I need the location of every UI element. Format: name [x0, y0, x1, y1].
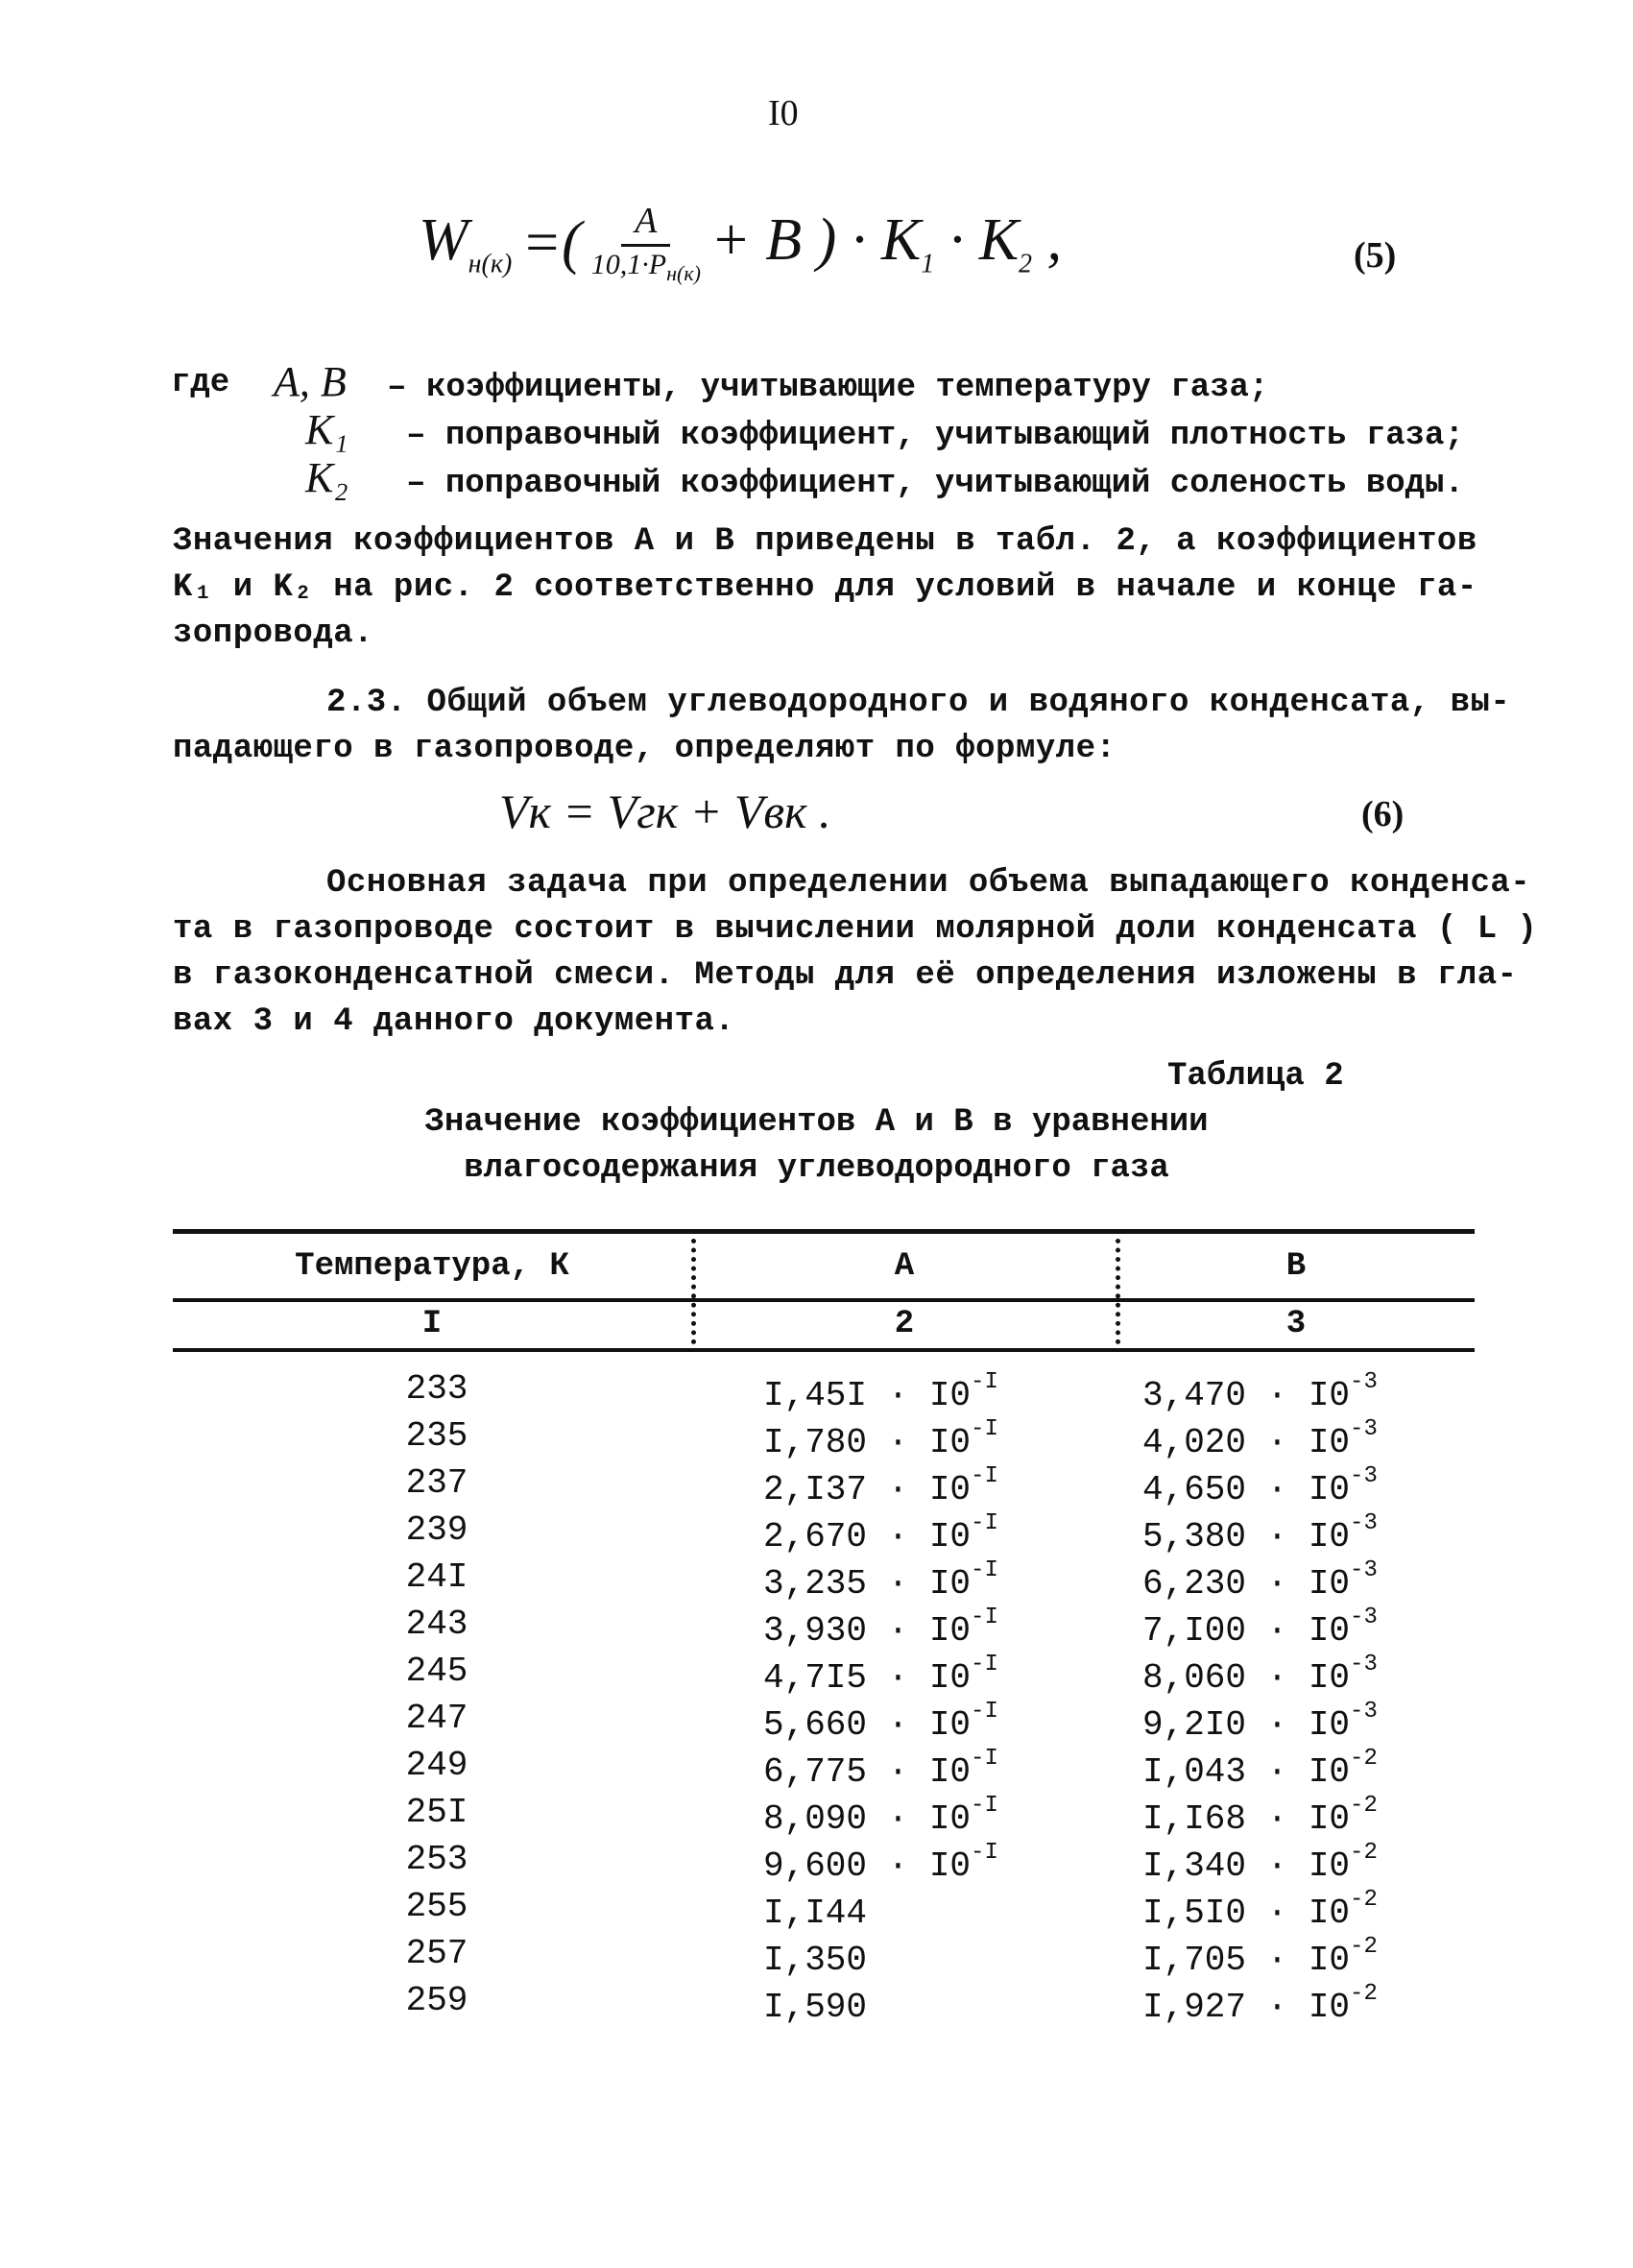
- text-line: зопровода.: [173, 615, 374, 652]
- table-top-rule: [173, 1229, 1475, 1234]
- cell-temperature: 257: [405, 1934, 468, 1973]
- where-row-3: [305, 453, 1464, 502]
- where-text: – поправочный коэффициент, учитывающий плотность газа;: [406, 418, 1464, 454]
- cell-b: $9,2I0 \cdot I0^{-3}$: [1142, 1699, 1378, 1745]
- where-symbol: K₁: [305, 406, 348, 453]
- cell-b: $I,5I0 \cdot I0^{-2}$: [1142, 1887, 1378, 1933]
- formula-6: Vк = Vгк + Vвк .: [499, 784, 831, 838]
- where-row-1: [274, 357, 1268, 406]
- cell-a: $I,780 \cdot I0^{-I}$: [763, 1416, 998, 1462]
- table-row: [0, 1510, 1633, 1556]
- table-row: [0, 1369, 1633, 1415]
- table-row: [0, 1699, 1633, 1745]
- table-row: [0, 1463, 1633, 1509]
- cell-temperature: 237: [405, 1463, 468, 1503]
- text-line: вах 3 и 4 данного документа.: [173, 1003, 735, 1040]
- cell-b: $I,705 \cdot I0^{-2}$: [1142, 1934, 1378, 1980]
- where-intro: где: [171, 365, 230, 401]
- header-temperature: Температура, К: [295, 1248, 569, 1285]
- cell-b: $I,043 \cdot I0^{-2}$: [1142, 1746, 1378, 1792]
- equals-sign: =(: [521, 209, 582, 276]
- cell-b: $I,340 \cdot I0^{-2}$: [1142, 1840, 1378, 1886]
- table-row: [0, 1557, 1633, 1604]
- equation-number-6: (6): [1361, 794, 1405, 834]
- cell-temperature: 25I: [405, 1793, 468, 1832]
- cell-a: $I,45I \cdot I0^{-I}$: [763, 1369, 998, 1415]
- text-line: Основная задача при определении объема выпадающего конденса-: [326, 865, 1531, 902]
- cell-a: I,I44: [763, 1894, 868, 1933]
- cell-a: I,590: [763, 1988, 868, 2027]
- text-line: в газоконденсатной смеси. Методы для её определения изложены в гла-: [173, 957, 1518, 994]
- column-number-2: 2: [894, 1306, 915, 1342]
- paragraph-main-task: [173, 860, 1537, 1045]
- page-number: I0: [768, 93, 799, 133]
- where-text: – поправочный коэффициент, учитывающий соленость воды.: [406, 466, 1464, 502]
- where-row-2: [305, 405, 1464, 454]
- cell-b: $8,060 \cdot I0^{-3}$: [1142, 1652, 1378, 1698]
- cell-a: I,350: [763, 1941, 868, 1980]
- cell-a: $5,660 \cdot I0^{-I}$: [763, 1699, 998, 1745]
- formula-5: [419, 202, 1062, 285]
- column-number-1: I: [421, 1306, 443, 1342]
- table-row: [0, 1746, 1633, 1792]
- cell-a: $2,I37 \cdot I0^{-I}$: [763, 1463, 998, 1509]
- column-separator: [691, 1239, 696, 1344]
- formula-rest: + B ) · $K_1 \cdot K_2$ ,: [709, 207, 1063, 279]
- table-row: [0, 1793, 1633, 1839]
- table-row: [0, 1604, 1633, 1651]
- cell-b: $4,650 \cdot I0^{-3}$: [1142, 1463, 1378, 1509]
- equation-number-5: (5): [1354, 235, 1397, 276]
- cell-temperature: 239: [405, 1510, 468, 1550]
- cell-temperature: 247: [405, 1699, 468, 1738]
- cell-b: $3,470 \cdot I0^{-3}$: [1142, 1369, 1378, 1415]
- paragraph-coefficients: [173, 519, 1477, 657]
- table-row: [0, 1416, 1633, 1462]
- column-number-3: 3: [1285, 1306, 1307, 1342]
- cell-a: $8,090 \cdot I0^{-I}$: [763, 1793, 998, 1839]
- cell-a: $4,7I5 \cdot I0^{-I}$: [763, 1652, 998, 1698]
- table-title-line-2: влагосодержания углеводородного газа: [464, 1150, 1169, 1187]
- table-title-line-1: Значение коэффициентов A и B в уравнении: [424, 1104, 1209, 1141]
- table-label: Таблица 2: [1167, 1058, 1344, 1095]
- formula-lhs: $W_{н(к)}$: [419, 207, 513, 279]
- fraction-numerator: A: [621, 202, 670, 247]
- cell-b: $I,927 \cdot I0^{-2}$: [1142, 1981, 1378, 2027]
- column-separator: [1116, 1239, 1120, 1344]
- table-row: [0, 1981, 1633, 2027]
- cell-a: $6,775 \cdot I0^{-I}$: [763, 1746, 998, 1792]
- cell-a: $3,930 \cdot I0^{-I}$: [763, 1604, 998, 1651]
- text-line: Значения коэффициентов A и B приведены в табл. 2, а коэффициентов: [173, 523, 1477, 560]
- fraction-denominator: $10,1\cdot P_{н(к)}$: [590, 248, 701, 285]
- cell-temperature: 255: [405, 1887, 468, 1926]
- cell-b: $4,020 \cdot I0^{-3}$: [1142, 1416, 1378, 1462]
- text-line: та в газопроводе состоит в вычислении молярной доли конденсата ( L ): [173, 911, 1538, 948]
- cell-b: $5,380 \cdot I0^{-3}$: [1142, 1510, 1378, 1556]
- cell-temperature: 245: [405, 1652, 468, 1691]
- table-row: [0, 1934, 1633, 1980]
- cell-b: $6,230 \cdot I0^{-3}$: [1142, 1557, 1378, 1604]
- where-text: – коэффициенты, учитывающие температуру газа;: [387, 370, 1269, 406]
- where-symbol: K₂: [305, 454, 348, 501]
- cell-a: $3,235 \cdot I0^{-I}$: [763, 1557, 998, 1604]
- cell-temperature: 233: [405, 1369, 468, 1409]
- text-line: 2.3. Общий объем углеводородного и водяного конденсата, вы-: [326, 685, 1511, 721]
- header-b: B: [1285, 1248, 1307, 1285]
- cell-b: $7,I00 \cdot I0^{-3}$: [1142, 1604, 1378, 1651]
- cell-temperature: 235: [405, 1416, 468, 1456]
- cell-temperature: 243: [405, 1604, 468, 1644]
- where-symbol: A, B: [274, 358, 347, 405]
- formula-fraction: [591, 202, 701, 285]
- cell-temperature: 24I: [405, 1557, 468, 1597]
- table-row: [0, 1652, 1633, 1698]
- text-line: падающего в газопроводе, определяют по формуле:: [173, 731, 1117, 767]
- paragraph-2-3: [173, 680, 1510, 772]
- cell-a: $2,670 \cdot I0^{-I}$: [763, 1510, 998, 1556]
- cell-b: $I,I68 \cdot I0^{-2}$: [1142, 1793, 1378, 1839]
- header-a: A: [894, 1248, 915, 1285]
- cell-a: $9,600 \cdot I0^{-I}$: [763, 1840, 998, 1886]
- text-line: K₁ и K₂ на рис. 2 соответственно для условий в начале и конце га-: [173, 569, 1477, 606]
- column-number-rule: [173, 1348, 1475, 1352]
- cell-temperature: 253: [405, 1840, 468, 1879]
- table-row: [0, 1887, 1633, 1933]
- header-rule: [173, 1298, 1475, 1302]
- cell-temperature: 249: [405, 1746, 468, 1785]
- cell-temperature: 259: [405, 1981, 468, 2020]
- table-row: [0, 1840, 1633, 1886]
